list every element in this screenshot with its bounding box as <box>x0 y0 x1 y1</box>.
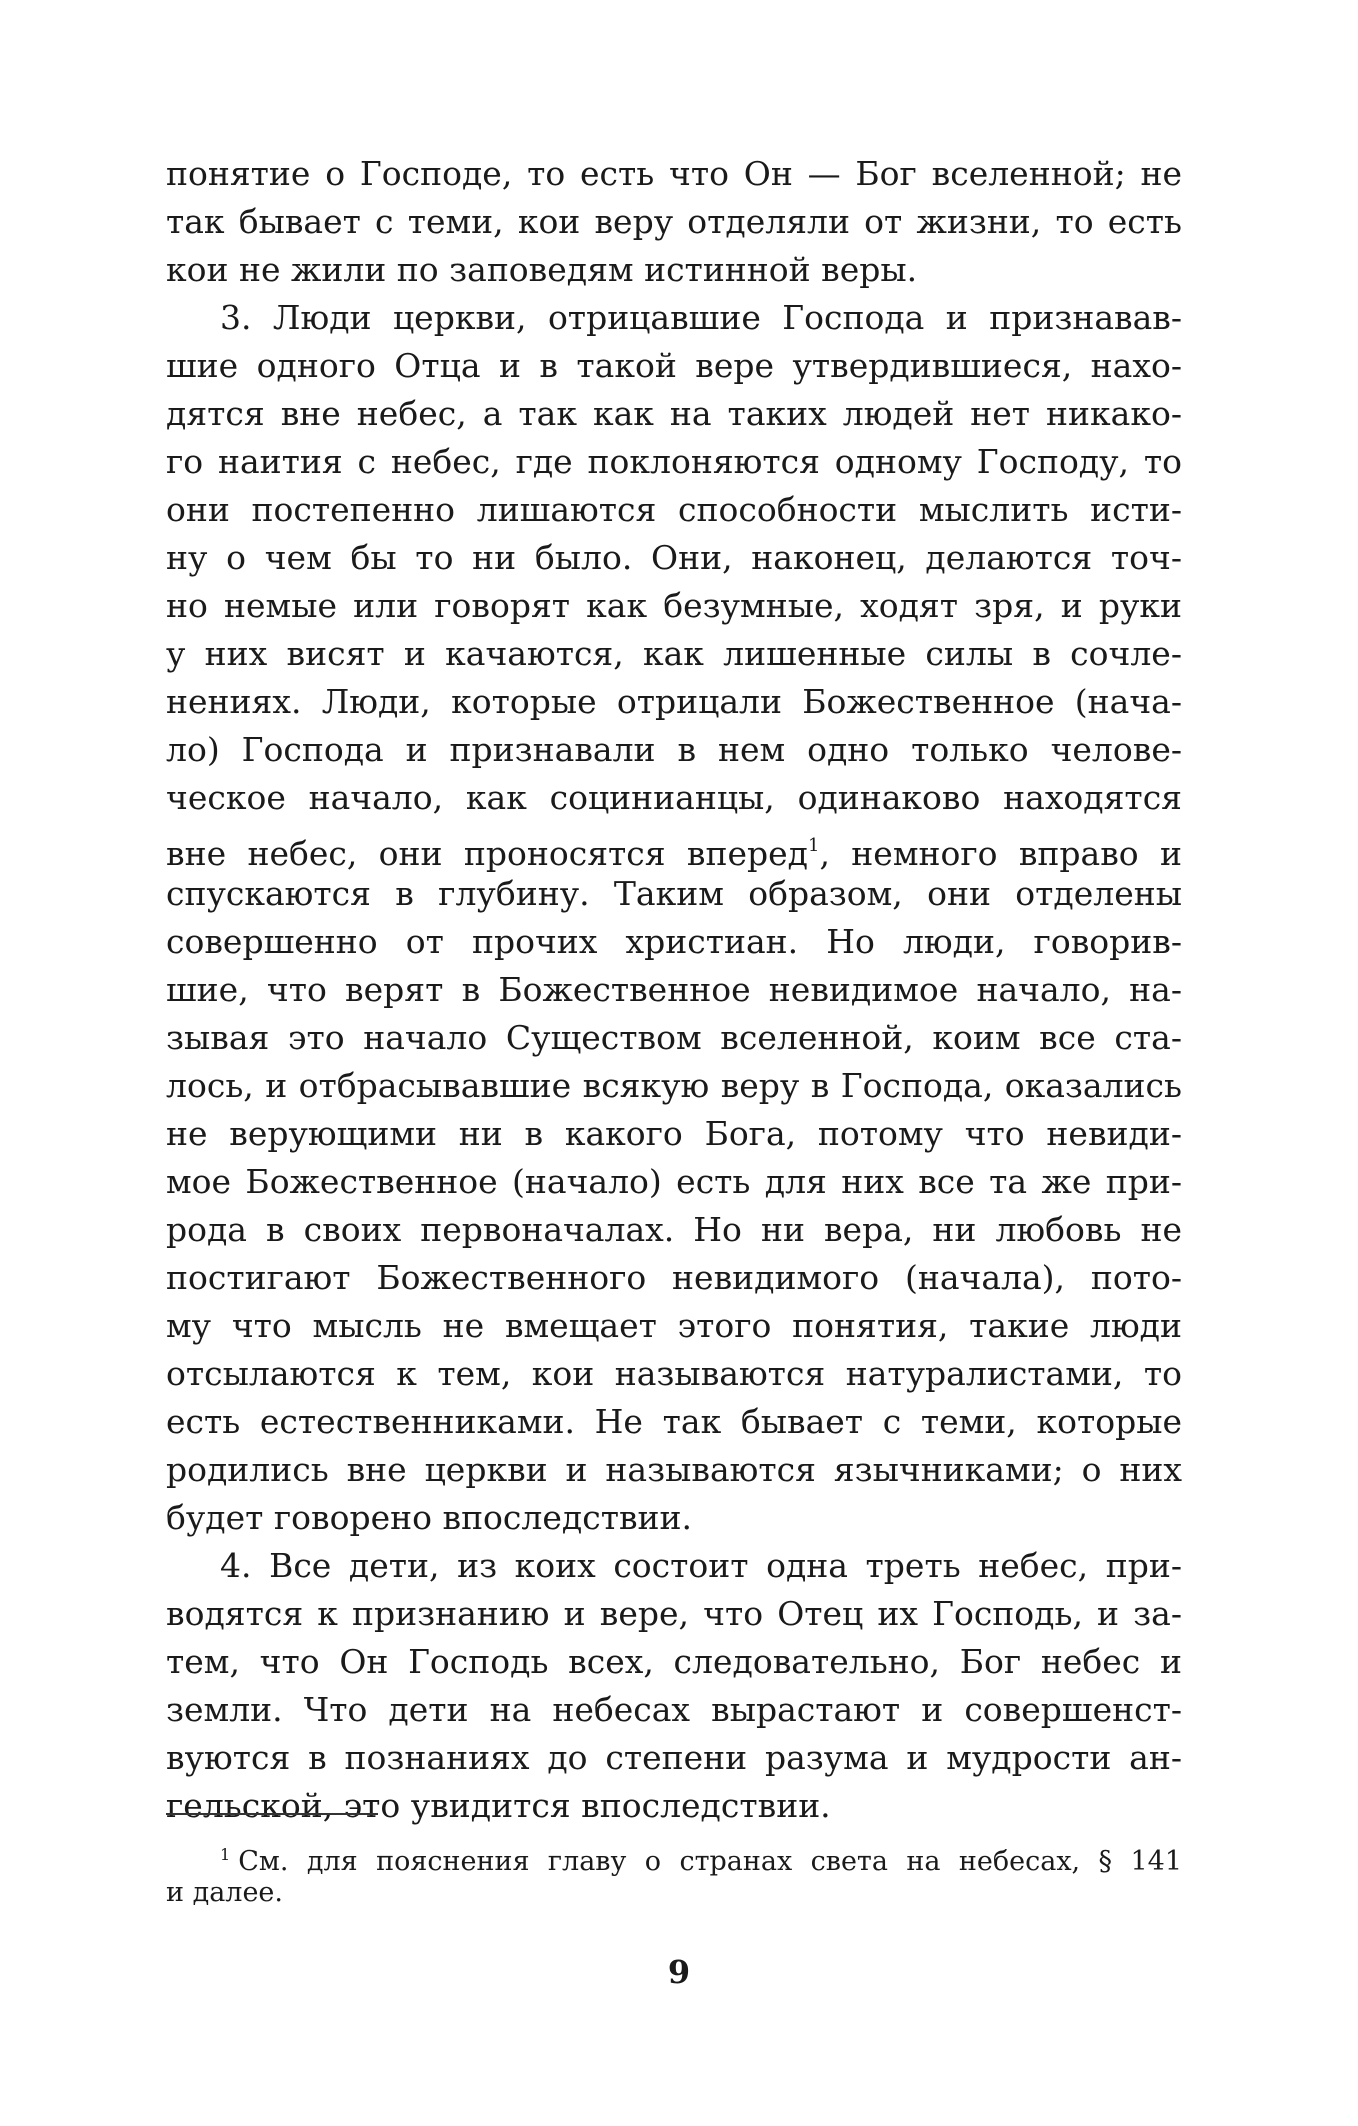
text-line: будет говорено впоследствии. <box>166 1498 693 1537</box>
text-line: постигают Божественного невидимого (начала), пото- <box>166 1258 1182 1297</box>
text-line: тем, что Он Господь всех, следовательно, Бог небес и <box>166 1642 1182 1681</box>
text-line: у них висят и качаются, как лишенные силы в сочле- <box>166 634 1182 673</box>
text-line: так бывает с теми, кои веру отделяли от жизни, то есть <box>166 202 1182 241</box>
text-line: гельской, это увидится впоследствии. <box>166 1786 831 1825</box>
text-line: не верующими ни в какого Бога, потому что невиди- <box>166 1114 1182 1153</box>
text-line: понятие о Господе, то есть что Он — Бог вселенной; не <box>166 154 1182 193</box>
text-line: но немые или говорят как безумные, ходят зря, и руки <box>166 586 1182 625</box>
text-line: земли. Что дети на небесах вырастают и совершенст- <box>166 1690 1182 1729</box>
text-line: ческое начало, как социнианцы, одинаково находятся <box>166 778 1182 817</box>
footnote-marker: 1 <box>220 1845 231 1864</box>
footnote-text: См. для пояснения главу о странах света на небесах, § 141 <box>238 1846 1182 1877</box>
footnote-line <box>220 1836 1182 1877</box>
text-line: водятся к признанию и вере, что Отец их Господь, и за- <box>166 1594 1182 1633</box>
text-line: нениях. Люди, которые отрицали Божественное (нача- <box>166 682 1182 721</box>
text-line: дятся вне небес, а так как на таких людей нет никако- <box>166 394 1182 433</box>
text-line: лось, и отбрасывавшие всякую веру в Господа, оказались <box>166 1066 1182 1105</box>
paragraph-3-start: 3. Люди церкви, отрицавшие Господа и признавав- <box>220 298 1182 337</box>
text-line-with-footnote <box>166 822 1183 873</box>
text-line: есть естественниками. Не так бывает с теми, которые <box>166 1402 1182 1441</box>
text-line: совершенно от прочих христиан. Но люди, говорив- <box>166 922 1182 961</box>
text-line: спускаются в глубину. Таким образом, они отделены <box>166 874 1182 913</box>
paragraph-4-start: 4. Все дети, из коих состоит одна треть небес, при- <box>220 1546 1182 1585</box>
text-line: го наития с небес, где поклоняются одному Господу, то <box>166 442 1182 481</box>
text-line: шие, что верят в Божественное невидимое начало, на- <box>166 970 1182 1009</box>
footnote-line: и далее. <box>166 1877 283 1908</box>
text-line: они постепенно лишаются способности мыслить исти- <box>166 490 1182 529</box>
footnote-reference[interactable]: 1 <box>808 835 820 856</box>
page-number: 9 <box>667 1953 691 1991</box>
text-line: вуются в познаниях до степени разума и мудрости ан- <box>166 1738 1182 1777</box>
text-line: рода в своих первоначалах. Но ни вера, ни любовь не <box>166 1210 1182 1249</box>
text-line: ну о чем бы то ни было. Они, наконец, делаются точ- <box>166 538 1182 577</box>
text-line: ло) Господа и признавали в нем одно только челове- <box>166 730 1182 769</box>
text-line: му что мысль не вмещает этого понятия, такие люди <box>166 1306 1182 1345</box>
text-line: родились вне церкви и называются язычниками; о них <box>166 1450 1182 1489</box>
text-segment: , немного вправо и <box>819 834 1183 873</box>
text-line: мое Божественное (начало) есть для них все та же при- <box>166 1162 1182 1201</box>
text-line: зывая это начало Существом вселенной, коим все ста- <box>166 1018 1182 1057</box>
text-line: шие одного Отца и в такой вере утвердившиеся, нахо- <box>166 346 1182 385</box>
text-line: отсылаются к тем, кои называются натуралистами, то <box>166 1354 1182 1393</box>
text-segment: вне небес, они проносятся вперед <box>166 834 809 873</box>
text-line: кои не жили по заповедям истинной веры. <box>166 250 918 289</box>
footnote-divider <box>166 1813 378 1815</box>
